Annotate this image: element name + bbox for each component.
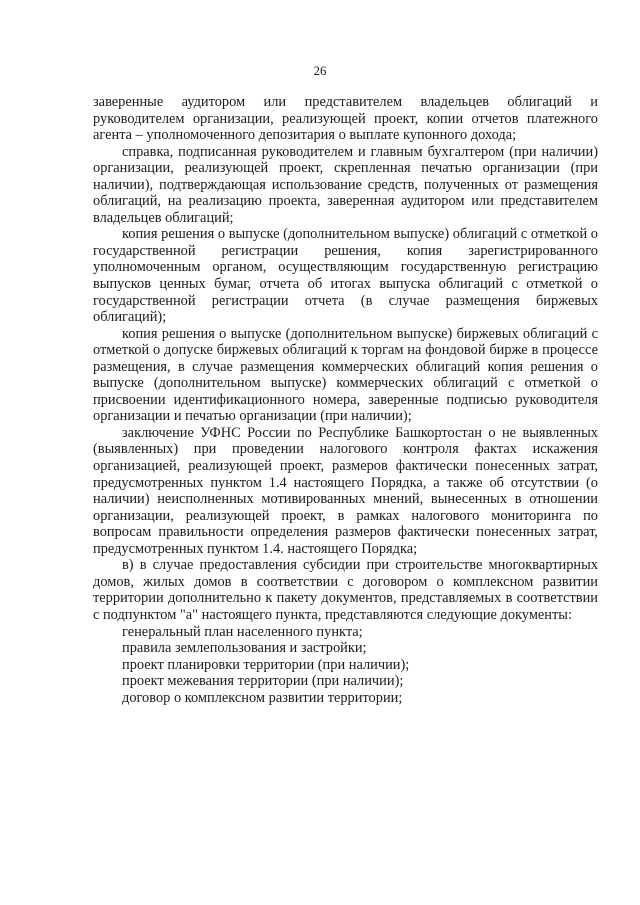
paragraph-auditor-copies: заверенные аудитором или представителем владельцев облигаций и руководителем организации, реализующей проект, копии отчетов платежного агента – уполномоченного депозитария о выплате купонного дохода; [93,94,598,144]
list-item-development-agreement: договор о комплексном развитии территории; [122,689,403,706]
document-body [93,94,598,706]
list-item-planning-project: проект планировки территории (при наличии); [122,656,410,673]
paragraph-tax-service-conclusion: заключение УФНС России по Республике Башкортостан о не выявленных (выявленных) при проведении налогового контроля фактах искажения организацией, реализующей проект, размеров фактически понесенных затрат, предусмотренных пунктом 1.4 настоящего Порядка, а также об отсутствии (о наличии) неисполненных мотивированных мнений, вынесенных в отношении организации, реализующей проект, в рамках налогового мониторинга по вопросам правильности определения размеров фактически понесенных затрат, предусмотренных пунктом 1.4. настоящего Порядка; [93,424,598,557]
paragraph-subsection-v: в) в случае предоставления субсидии при строительстве многоквартирных домов, жилых домов в соответствии с договором о комплексном развитии территории дополнительно к пакету документов, представляемых в соответствии с подпунктом "а" настоящего пункта, представляются следующие документы: [93,557,598,623]
paragraph-exchange-bonds-decision-copy: копия решения о выпуске (дополнительном выпуске) биржевых облигаций с отметкой о допуске биржевых облигаций к торгам на фондовой бирже в процессе размещения, в случае размещения коммерческих облигаций копия решения о выпуске (дополнительном выпуске) коммерческих облигаций с отметкой о присвоении идентификационного номера, заверенные подписью руководителя организации и печатью организации (при наличии); [93,325,598,425]
list-item-land-use-rules: правила землепользования и застройки; [122,640,367,657]
list-item-general-plan: генеральный план населенного пункта; [122,623,363,640]
list-item-surveying-project: проект межевания территории (при наличии); [122,673,404,690]
page-number: 26 [313,63,327,78]
paragraph-bond-issue-decision-copy: копия решения о выпуске (дополнительном выпуске) облигаций с отметкой о государственной регистрации решения, копия зарегистрированного уполномоченным органом, осуществляющим государственную регистрацию выпусков ценных бумаг, отчета об итогах выпуска облигаций с отметкой о государственной регистрации отчета (в случае размещения биржевых облигаций); [93,226,598,326]
paragraph-funds-usage-certificate: справка, подписанная руководителем и главным бухгалтером (при наличии) организации, реализующей проект, скрепленная печатью организации (при наличии), подтверждающая использование средств, полученных от размещения облигаций, на реализацию проекта, заверенная аудитором или представителем владельцев облигаций; [93,143,598,226]
